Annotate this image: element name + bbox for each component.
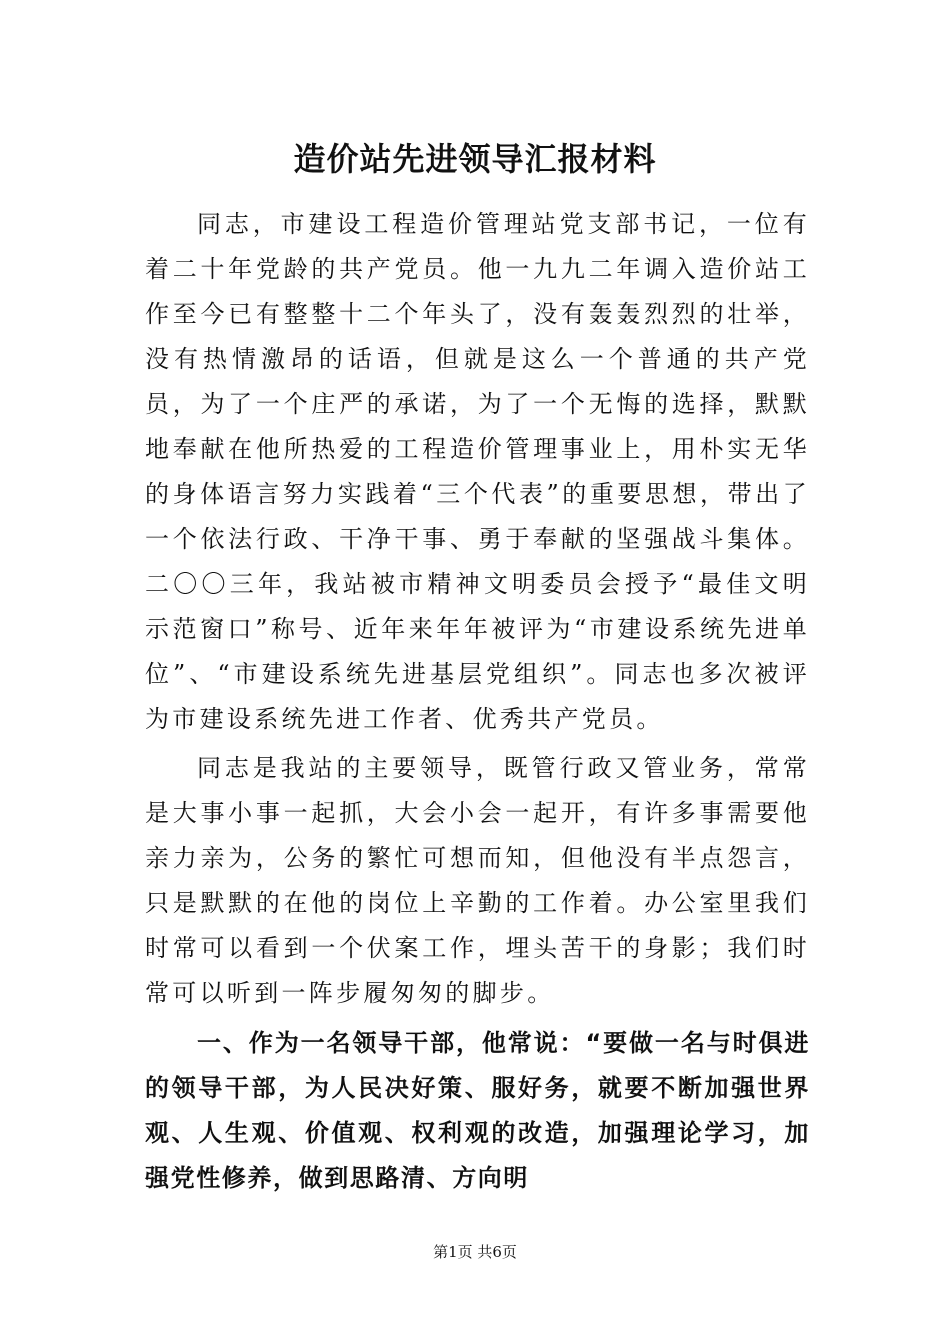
document-title: 造价站先进领导汇报材料 (293, 140, 657, 178)
paragraph-1: 同志，市建设工程造价管理站党支部书记，一位有着二十年党龄的共产党员。他一九九二年调入造价站工作至今已有整整十二个年头了，没有轰轰烈烈的壮举，没有热情激昂的话语，但就是这么一个普通的共产党员，为了一个庄严的承诺，为了一个无悔的选择，默默地奉献在他所热爱的工程造价管理事业上，用朴实无华的身体语言努力实践着“三个代表”的重要思想，带出了一个依法行政、干净干事、勇于奉献的坚强战斗集体。二〇〇三年，我站被市精神文明委员会授予“最佳文明示范窗口”称号、近年来年年被评为“市建设系统先进单位”、“市建设系统先进基层党组织”。同志也多次被评为市建设系统先进工作者、优秀共产党员。 (145, 210, 810, 733)
paragraph-2: 同志是我站的主要领导，既管行政又管业务，常常是大事小事一起抓，大会小会一起开，有许多事需要他亲力亲为，公务的繁忙可想而知，但他没有半点怨言，只是默默的在他的岗位上辛勤的工作着。办公室里我们时常可以看到一个伏案工作，埋头苦干的身影；我们时常可以听到一阵步履匆匆的脚步。 (145, 754, 810, 1007)
section-heading-paragraph: 一、作为一名领导干部，他常说：“要做一名与时俱进的领导干部，为人民决好策、服好务，就要不断加强世界观、人生观、价值观、权利观的改造，加强理论学习，加强党性修养，做到思路清、方向明 (145, 1029, 810, 1192)
page-footer: 第1页 共6页 (433, 1243, 517, 1261)
